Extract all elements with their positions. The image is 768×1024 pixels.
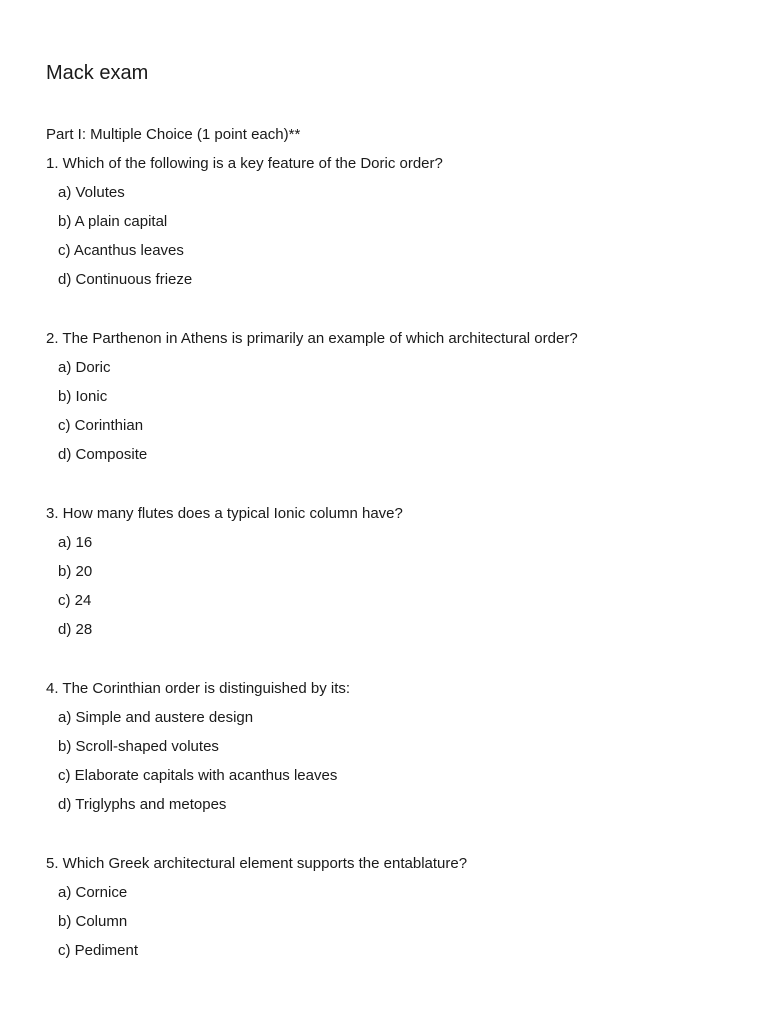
question-3-text: 3. How many flutes does a typical Ionic column have? [46,505,403,522]
question-3-option-a: a) 16 [58,534,93,551]
question-2-option-b: b) Ionic [58,388,108,405]
question-4-option-d: d) Triglyphs and metopes [58,796,227,813]
question-2-option-c: c) Corinthian [58,417,144,434]
question-3-option-d: d) 28 [58,621,93,638]
question-5-option-a: a) Cornice [58,884,128,901]
question-1-option-c: c) Acanthus leaves [58,242,184,259]
question-2-text: 2. The Parthenon in Athens is primarily an example of which architectural order? [46,330,578,347]
question-1-option-a: a) Volutes [58,184,125,201]
question-3-option-b: b) 20 [58,563,93,580]
question-3-option-c: c) 24 [58,592,92,609]
document-title: Mack exam [46,62,149,84]
question-1-text: 1. Which of the following is a key feature of the Doric order? [46,155,443,172]
question-4-option-c: c) Elaborate capitals with acanthus leaves [58,767,338,784]
question-5-option-b: b) Column [58,913,128,930]
question-1-option-b: b) A plain capital [58,213,168,230]
section-heading: Part I: Multiple Choice (1 point each)** [46,126,301,143]
question-2-option-d: d) Composite [58,446,148,463]
question-4-option-a: a) Simple and austere design [58,709,254,726]
question-2-option-a: a) Doric [58,359,111,376]
question-1-option-d: d) Continuous frieze [58,271,193,288]
question-4-text: 4. The Corinthian order is distinguished by its: [46,680,351,697]
question-5-text: 5. Which Greek architectural element supports the entablature? [46,855,468,872]
question-5-option-c: c) Pediment [58,942,139,959]
question-4-option-b: b) Scroll-shaped volutes [58,738,219,755]
